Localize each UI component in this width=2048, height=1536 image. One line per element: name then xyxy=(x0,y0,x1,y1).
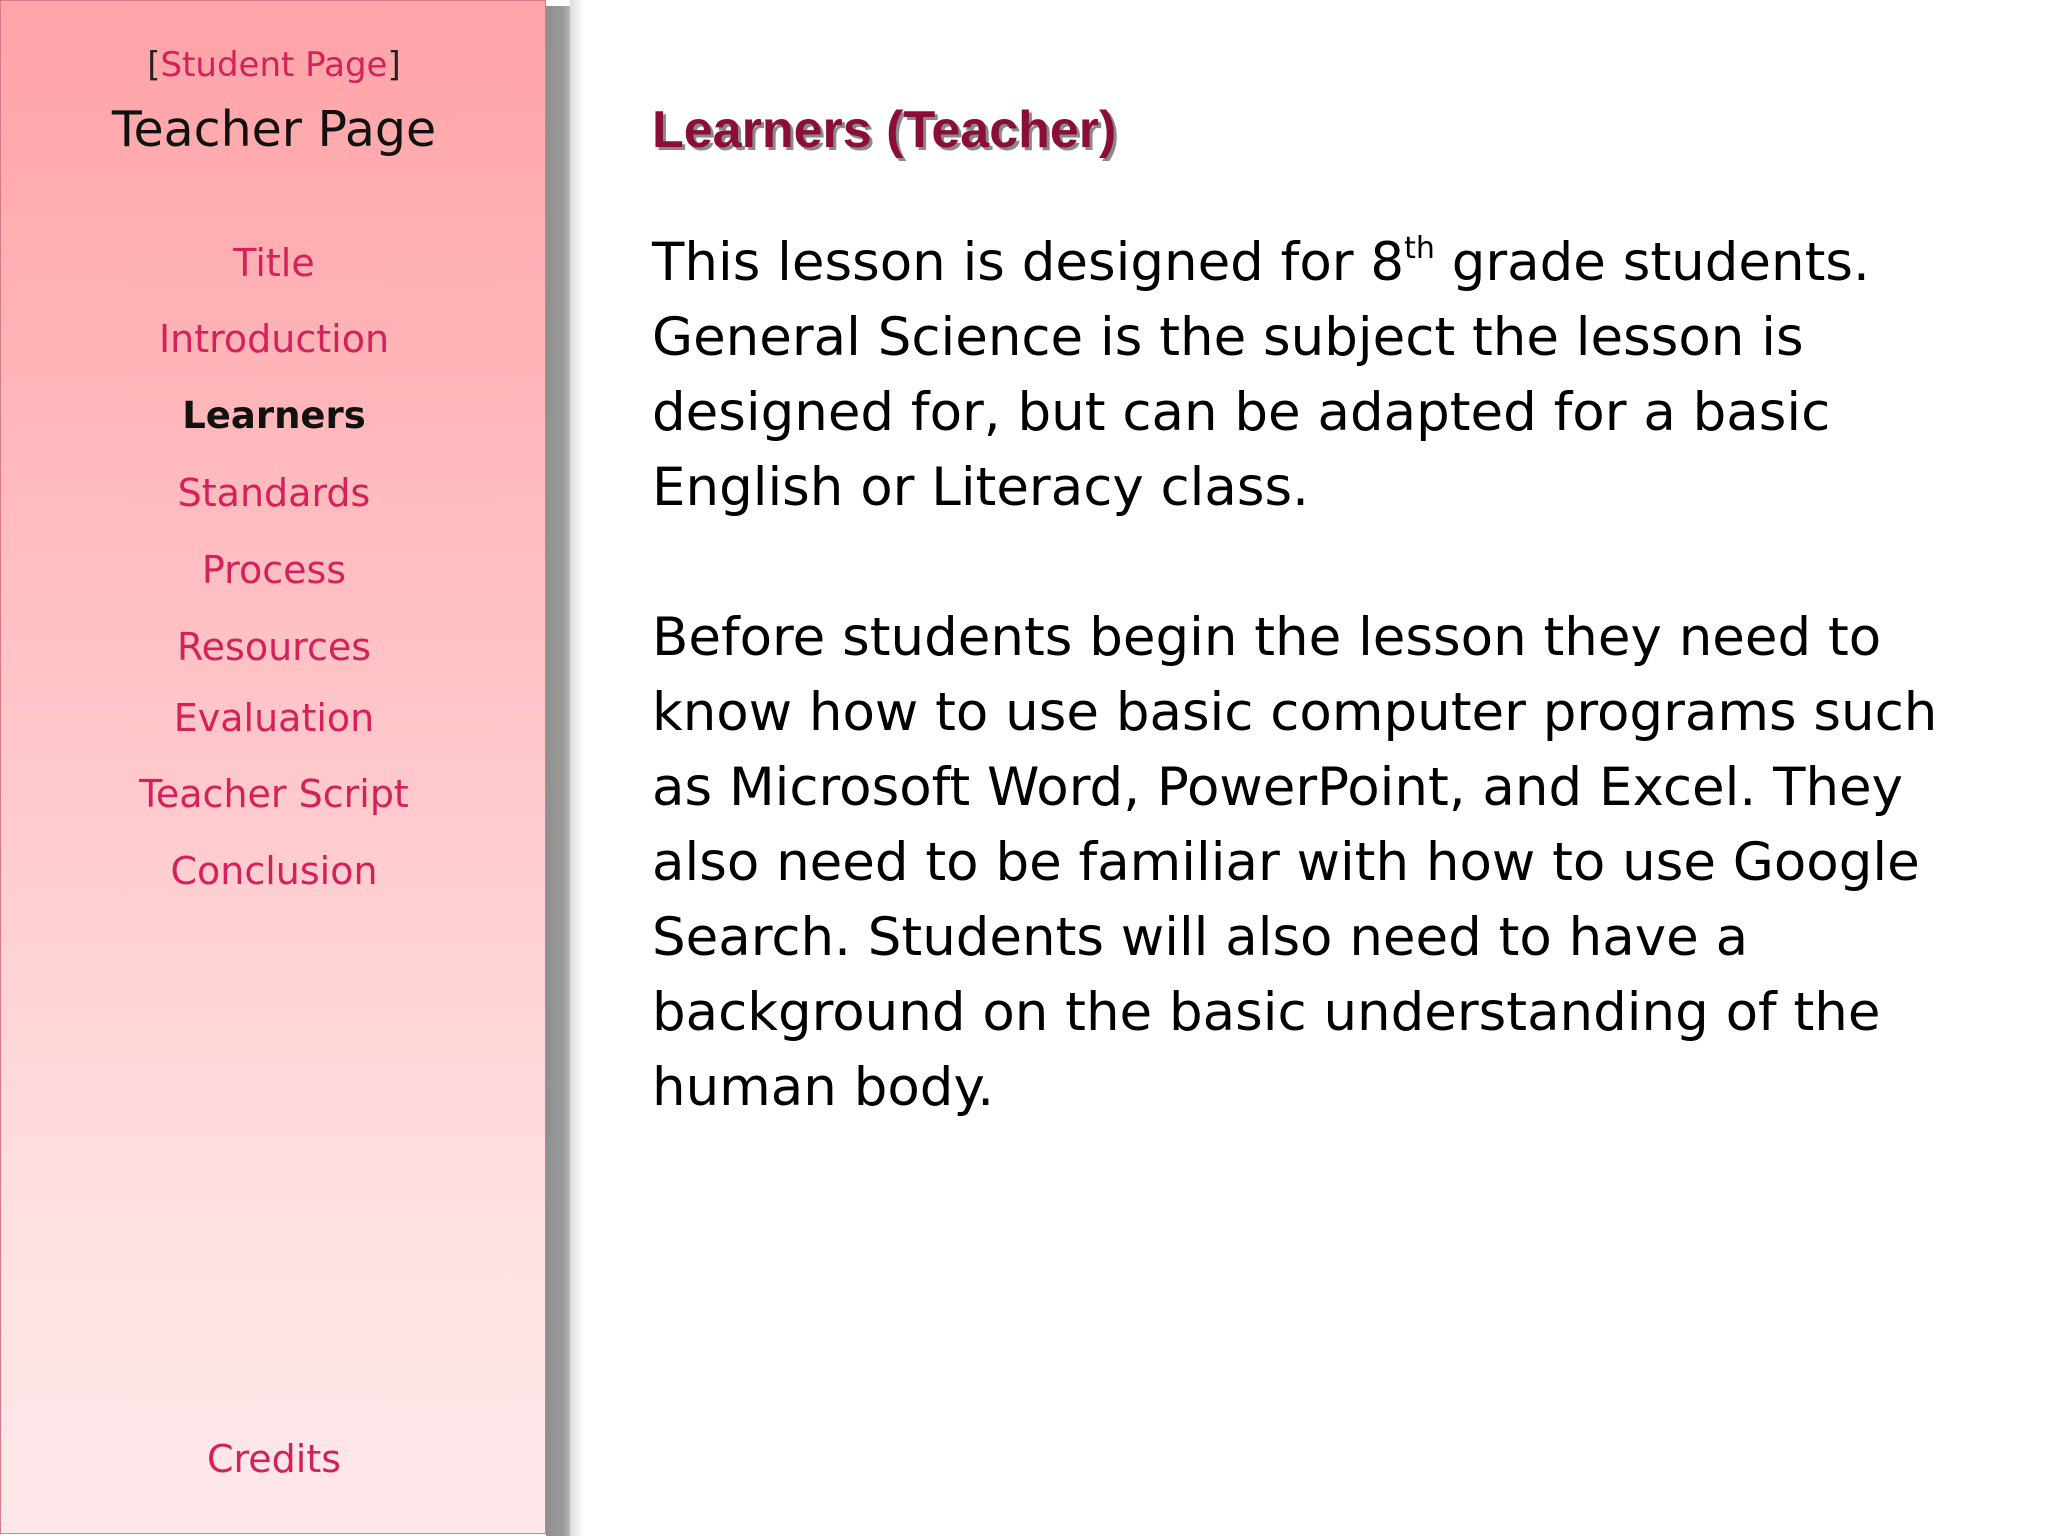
bracket-open: [ xyxy=(147,45,161,85)
nav-item-teacher-script[interactable]: Teacher Script xyxy=(139,772,409,816)
sidebar-title: Teacher Page xyxy=(111,101,437,158)
nav-item-conclusion[interactable]: Conclusion xyxy=(170,849,378,893)
nav-item-standards[interactable]: Standards xyxy=(177,471,371,515)
paragraph-grade xyxy=(652,225,1972,525)
bracket-close: ] xyxy=(387,45,401,85)
student-page-link-wrap xyxy=(1,45,547,85)
nav-item-resources[interactable]: Resources xyxy=(176,625,372,669)
nav-item-credits[interactable]: Credits xyxy=(206,1437,342,1481)
sidebar-shadow-fade xyxy=(570,0,584,1536)
page-heading: Learners (Teacher) xyxy=(652,101,1117,159)
paragraph-grade-rest: grade students. General Science is the subject the lesson is designed for, but can be adapted for a basic English or Literacy class. xyxy=(652,232,1870,518)
nav-item-process[interactable]: Process xyxy=(201,548,347,592)
student-page-link[interactable]: Student Page xyxy=(160,45,388,85)
sidebar-shadow xyxy=(546,6,570,1536)
nav-item-learners[interactable]: Learners xyxy=(182,394,366,437)
paragraph-grade-start: This lesson is designed for 8 xyxy=(652,232,1405,293)
nav-item-title[interactable]: Title xyxy=(233,241,315,285)
ordinal-superscript: th xyxy=(1404,231,1435,266)
sidebar xyxy=(0,0,546,1534)
nav-item-introduction[interactable]: Introduction xyxy=(158,317,390,361)
nav-item-evaluation[interactable]: Evaluation xyxy=(173,696,375,740)
paragraph-prerequisites: Before students begin the lesson they need to know how to use basic computer programs such as Microsoft Word, PowerPoint, and Excel. They also need to be familiar with how to use Google Search. Students will also need to have a background on the basic understanding of the human body. xyxy=(652,607,1938,1118)
